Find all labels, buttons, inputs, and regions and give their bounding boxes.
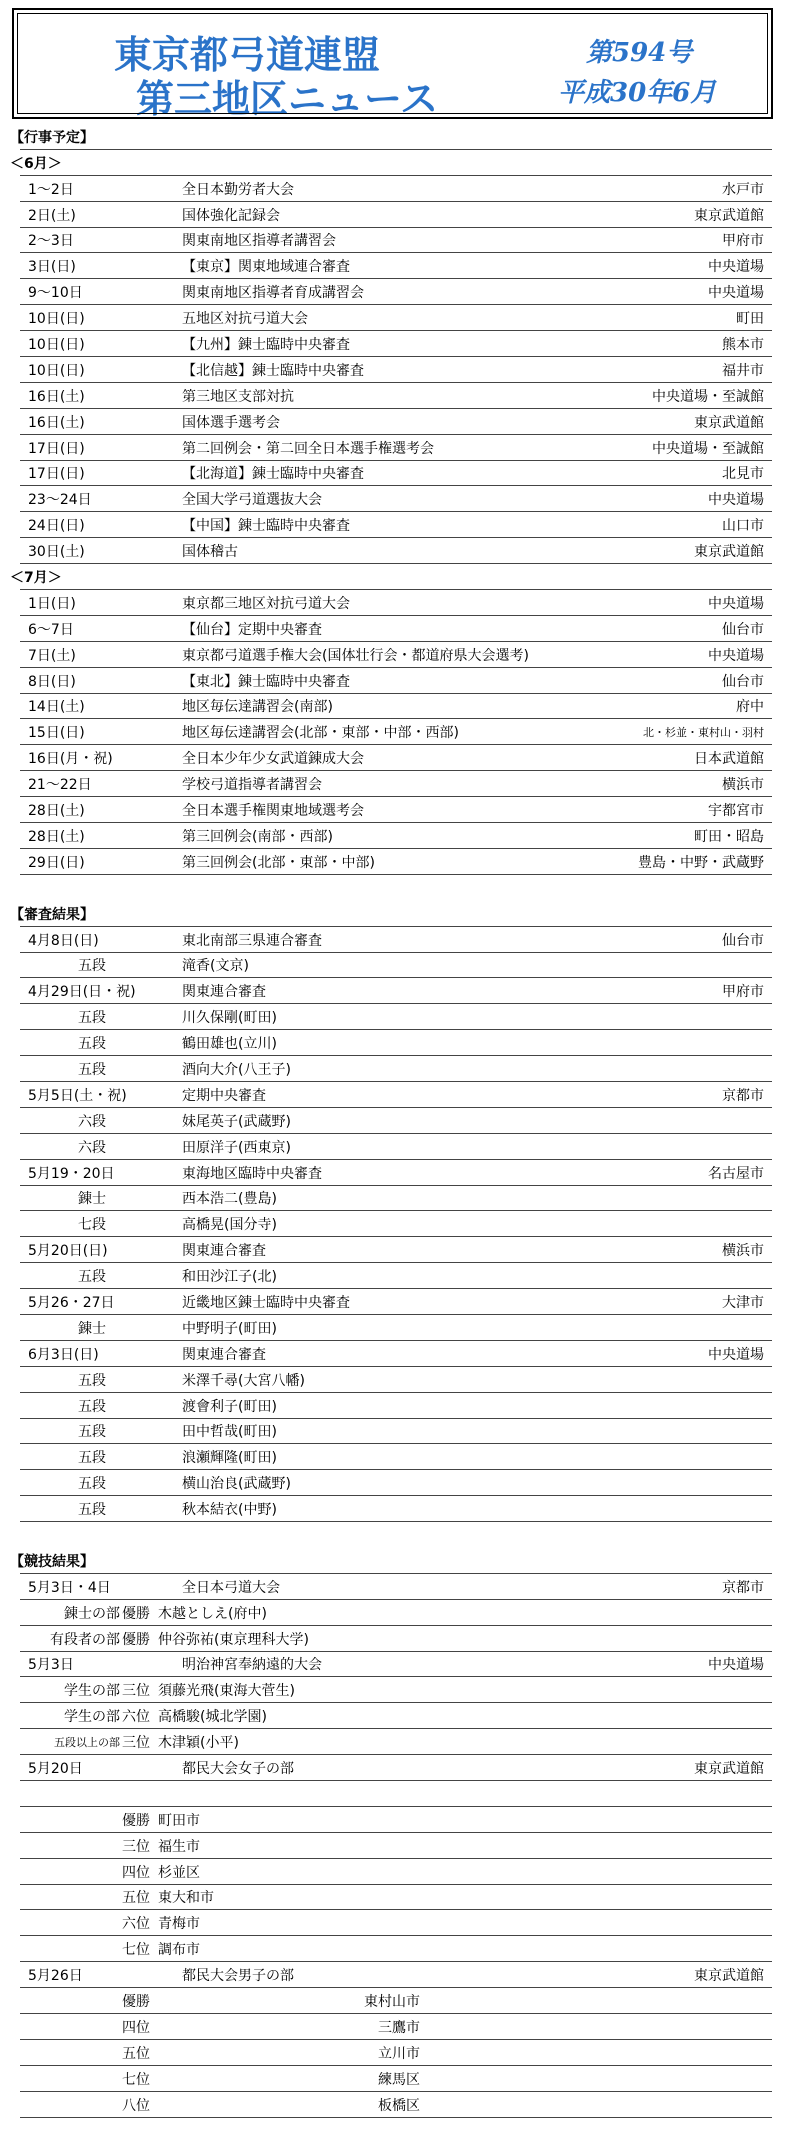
exam-result-row [20, 1470, 772, 1496]
event-row [20, 1755, 772, 1781]
event-venue: 甲府市 [722, 984, 764, 1001]
competition-result-row [20, 1677, 772, 1703]
event-row [20, 927, 772, 953]
team-name: 三鷹市 [378, 2019, 420, 2036]
event-date: 4月29日(日・祝) [28, 984, 136, 1001]
team-name: 杉並区 [158, 1864, 200, 1881]
schedule-and-results [10, 124, 772, 2143]
event-name: 地区毎伝達講習会(北部・東部・中部・西部) [182, 725, 459, 742]
event-venue: 府中 [736, 699, 764, 716]
event-venue: 仙台市 [722, 932, 764, 949]
rank-label: 五段 [78, 958, 106, 975]
event-venue: 名古屋市 [708, 1165, 764, 1182]
event-venue: 仙台市 [722, 621, 764, 638]
event-venue: 中央道場 [708, 285, 764, 302]
event-date: 17日(日) [28, 466, 85, 483]
team-name: 調布市 [158, 1942, 200, 1959]
event-row [20, 176, 772, 202]
event-date: 2日(土) [28, 207, 76, 224]
event-venue: 福井市 [722, 362, 764, 379]
event-name: 近畿地区錬士臨時中央審査 [182, 1294, 350, 1311]
rank-label: 錬士 [78, 1320, 106, 1337]
event-venue: 中央道場 [708, 1657, 764, 1674]
placement-label: 優勝 [122, 1605, 150, 1622]
placement-label: 六位 [122, 1916, 150, 1933]
event-name: 【北海道】錬士臨時中央審査 [182, 466, 364, 483]
team-result-row [20, 1859, 772, 1885]
event-row [20, 1289, 772, 1315]
team-result-row [20, 2066, 772, 2092]
event-row [20, 461, 772, 487]
event-date: 5月20日(日) [28, 1243, 108, 1260]
division-label: 有段者の部 [50, 1631, 120, 1648]
event-date: 5月20日 [28, 1761, 83, 1777]
event-name: 【東北】錬士臨時中央審査 [182, 673, 350, 690]
examinee-name: 浪瀬輝隆(町田) [182, 1450, 277, 1467]
rank-label: 七段 [78, 1217, 106, 1234]
event-row [20, 642, 772, 668]
competition-result-row [20, 1600, 772, 1626]
event-name: 【北信越】錬士臨時中央審査 [182, 362, 364, 379]
exam-result-row [20, 1419, 772, 1445]
competition-result-row [20, 1729, 772, 1755]
event-venue: 中央道場 [708, 492, 764, 509]
event-name: 国体強化記録会 [182, 207, 280, 224]
exam-result-row [20, 1444, 772, 1470]
event-venue: 豊島・中野・武蔵野 [638, 854, 764, 871]
winner-name: 木越としえ(府中) [158, 1605, 267, 1622]
rank-label: 六段 [78, 1139, 106, 1156]
event-venue: 中央道場 [708, 259, 764, 276]
event-row [20, 849, 772, 875]
event-date: 1日(日) [28, 595, 76, 612]
exam-result-row [20, 1056, 772, 1082]
rank-label: 五段 [78, 1476, 106, 1493]
event-date: 24日(日) [28, 518, 85, 535]
issue-date: 平成30年6月 [558, 78, 717, 108]
rank-label: 錬士 [78, 1191, 106, 1208]
event-row [20, 228, 772, 254]
team-name: 東村山市 [364, 1994, 420, 2011]
event-row [20, 383, 772, 409]
event-venue: 熊本市 [722, 337, 764, 354]
event-row [20, 331, 772, 357]
team-result-row [20, 1910, 772, 1936]
team-name: 東大和市 [158, 1890, 214, 1907]
event-venue: 東京武道館 [694, 414, 764, 431]
event-row [20, 435, 772, 461]
placement-label: 八位 [122, 2097, 150, 2114]
event-name: 関東南地区指導者育成講習会 [182, 285, 364, 302]
event-date: 6～7日 [28, 621, 74, 638]
event-row [20, 1160, 772, 1186]
event-row [20, 694, 772, 720]
event-name: 【中国】錬士臨時中央審査 [182, 518, 350, 535]
event-date: 3日(日) [28, 259, 76, 276]
team-result-row [20, 2014, 772, 2040]
event-date: 17日(日) [28, 440, 85, 457]
event-row [20, 357, 772, 383]
division-label: 学生の部 [64, 1709, 120, 1726]
event-date: 1～2日 [28, 181, 74, 198]
examinee-name: 中野明子(町田) [182, 1320, 277, 1337]
placement-label: 優勝 [122, 1812, 150, 1829]
event-name: 第二回例会・第二回全日本選手権選考会 [182, 440, 434, 457]
event-row [20, 719, 772, 745]
team-result-row [20, 2092, 772, 2118]
event-name: 定期中央審査 [182, 1087, 266, 1104]
placement-label: 四位 [122, 1864, 150, 1881]
event-venue: 中央道場・至誠館 [652, 440, 764, 457]
competition-result-row [20, 1703, 772, 1729]
event-name: 五地区対抗弓道大会 [182, 311, 308, 328]
event-name: 関東南地区指導者講習会 [182, 233, 336, 250]
team-result-row [20, 1833, 772, 1859]
event-row [20, 512, 772, 538]
blank-row [20, 1781, 772, 1807]
event-name: 国体稽古 [182, 544, 238, 561]
event-venue: 東京武道館 [694, 1761, 764, 1777]
event-row [20, 616, 772, 642]
division-label: 錬士の部 [64, 1605, 120, 1622]
competition-result-row [20, 1626, 772, 1652]
event-venue: 山口市 [722, 518, 764, 535]
event-name: 都民大会女子の部 [182, 1761, 294, 1777]
event-venue: 京都市 [722, 1579, 764, 1596]
event-venue: 仙台市 [722, 673, 764, 690]
event-venue: 北・杉並・東村山・羽村 [643, 726, 764, 740]
rank-label: 五段 [78, 1010, 106, 1027]
exam-result-row [20, 1315, 772, 1341]
exam-result-row [20, 1393, 772, 1419]
event-row [20, 279, 772, 305]
event-row [20, 668, 772, 694]
event-row [20, 1082, 772, 1108]
event-name: 第三地区支部対抗 [182, 388, 294, 405]
event-name: 関東連合審査 [182, 1243, 266, 1260]
team-result-row [20, 1988, 772, 2014]
event-row [20, 1341, 772, 1367]
winner-name: 木津穎(小平) [158, 1735, 239, 1752]
event-date: 21～22日 [28, 777, 92, 794]
section-heading [10, 1548, 772, 1574]
section-heading [10, 150, 772, 176]
event-date: 23～24日 [28, 492, 92, 509]
event-name: 東海地区臨時中央審査 [182, 1165, 322, 1182]
section-heading [10, 901, 772, 927]
placement-label: 三位 [122, 1683, 150, 1700]
exam-result-row [20, 1367, 772, 1393]
section-spacer [20, 875, 772, 901]
event-venue: 横浜市 [722, 1243, 764, 1260]
event-name: 東京都三地区対抗弓道大会 [182, 595, 350, 612]
event-venue: 宇都宮市 [708, 803, 764, 820]
section-heading-label: ＜7月＞ [10, 570, 62, 587]
org-title: 東京都弓道連盟 [114, 33, 381, 77]
event-venue: 北見市 [722, 466, 764, 483]
event-venue: 京都市 [722, 1087, 764, 1104]
event-date: 29日(日) [28, 854, 85, 871]
event-date: 5月26・27日 [28, 1294, 115, 1311]
event-date: 28日(土) [28, 803, 85, 820]
team-result-row [20, 2040, 772, 2066]
event-row [20, 745, 772, 771]
exam-result-row [20, 1496, 772, 1522]
section-spacer [20, 1522, 772, 1548]
event-name: 【仙台】定期中央審査 [182, 621, 322, 638]
examinee-name: 滝香(文京) [182, 958, 249, 975]
team-result-row [20, 1936, 772, 1962]
section-heading [10, 124, 772, 150]
event-venue: 日本武道館 [694, 751, 764, 768]
rank-label: 五段 [78, 1061, 106, 1078]
event-name: 【九州】錬士臨時中央審査 [182, 337, 350, 354]
event-row [20, 1652, 772, 1678]
team-name: 町田市 [158, 1812, 200, 1829]
event-venue: 水戸市 [722, 181, 764, 198]
team-result-row [20, 1885, 772, 1911]
team-name: 板橋区 [378, 2097, 420, 2114]
event-venue: 中央道場 [708, 595, 764, 612]
newsletter-title: 第三地区ニュース [136, 77, 439, 121]
section-heading-label: 【審査結果】 [10, 906, 94, 923]
event-date: 10日(日) [28, 362, 85, 379]
examinee-name: 田中哲哉(町田) [182, 1424, 277, 1441]
event-venue: 横浜市 [722, 777, 764, 794]
exam-result-row [20, 1263, 772, 1289]
examinee-name: 川久保剛(町田) [182, 1010, 277, 1027]
event-date: 15日(日) [28, 725, 85, 742]
placement-label: 優勝 [122, 1994, 150, 2011]
event-venue: 中央道場 [708, 647, 764, 664]
placement-label: 六位 [122, 1709, 150, 1726]
event-row [20, 1574, 772, 1600]
event-date: 7日(土) [28, 647, 76, 664]
placement-label: 三位 [122, 1735, 150, 1752]
event-name: 第三回例会(南部・西部) [182, 828, 333, 845]
winner-name: 高橋駿(城北学園) [158, 1709, 267, 1726]
winner-name: 須藤光飛(東海大菅生) [158, 1683, 295, 1700]
exam-result-row [20, 1030, 772, 1056]
event-name: 明治神宮奉納遠的大会 [182, 1657, 322, 1674]
section-heading-label: 【行事予定】 [10, 129, 94, 146]
event-row [20, 590, 772, 616]
rank-label: 五段 [78, 1502, 106, 1519]
examinee-name: 高橋晃(国分寺) [182, 1217, 277, 1234]
team-name: 青梅市 [158, 1916, 200, 1933]
examinee-name: 和田沙江子(北) [182, 1269, 277, 1286]
event-name: 学校弓道指導者講習会 [182, 777, 322, 794]
event-name: 国体選手選考会 [182, 414, 280, 431]
event-row [20, 538, 772, 564]
event-name: 地区毎伝達講習会(南部) [182, 699, 333, 716]
placement-label: 三位 [122, 1838, 150, 1855]
event-venue: 甲府市 [722, 233, 764, 250]
event-row [20, 409, 772, 435]
team-name: 福生市 [158, 1838, 200, 1855]
examinee-name: 横山治良(武蔵野) [182, 1476, 291, 1493]
event-row [20, 1237, 772, 1263]
event-date: 16日(土) [28, 388, 85, 405]
event-date: 10日(日) [28, 337, 85, 354]
end-spacer [20, 2118, 772, 2143]
event-venue: 町田 [736, 311, 764, 328]
rank-label: 五段 [78, 1269, 106, 1286]
event-row [20, 1962, 772, 1988]
event-date: 14日(土) [28, 699, 85, 716]
team-name: 練馬区 [378, 2071, 420, 2088]
event-name: 東京都弓道選手権大会(国体壮行会・都道府県大会選考) [182, 647, 529, 664]
event-date: 30日(土) [28, 544, 85, 561]
event-date: 6月3日(日) [28, 1346, 99, 1363]
exam-result-row [20, 1134, 772, 1160]
event-row [20, 823, 772, 849]
examinee-name: 酒向大介(八王子) [182, 1061, 291, 1078]
winner-name: 仲谷弥祐(東京理科大学) [158, 1631, 309, 1648]
event-venue: 町田・昭島 [694, 828, 764, 845]
event-row [20, 253, 772, 279]
event-name: 都民大会男子の部 [182, 1968, 294, 1985]
event-name: 全日本弓道大会 [182, 1579, 280, 1596]
event-date: 5月3日 [28, 1657, 74, 1674]
event-name: 全日本選手権関東地域選考会 [182, 803, 364, 820]
team-name: 立川市 [378, 2045, 420, 2062]
examinee-name: 渡會利子(町田) [182, 1398, 277, 1415]
newsletter-header [12, 8, 773, 119]
section-heading [10, 564, 772, 590]
exam-result-row [20, 953, 772, 979]
event-date: 5月26日 [28, 1968, 83, 1985]
event-row [20, 978, 772, 1004]
examinee-name: 妹尾英子(武蔵野) [182, 1113, 291, 1130]
event-date: 10日(日) [28, 311, 85, 328]
event-row [20, 202, 772, 228]
event-name: 第三回例会(北部・東部・中部) [182, 854, 375, 871]
event-row [20, 797, 772, 823]
event-name: 関東連合審査 [182, 1346, 266, 1363]
event-date: 4月8日(日) [28, 932, 99, 949]
event-row [20, 486, 772, 512]
event-name: 全日本勤労者大会 [182, 181, 294, 198]
examinee-name: 西本浩二(豊島) [182, 1191, 277, 1208]
section-heading-label: 【競技結果】 [10, 1553, 94, 1570]
event-date: 28日(土) [28, 828, 85, 845]
rank-label: 五段 [78, 1398, 106, 1415]
event-venue: 東京武道館 [694, 207, 764, 224]
placement-label: 優勝 [122, 1631, 150, 1648]
event-date: 16日(土) [28, 414, 85, 431]
examinee-name: 秋本結衣(中野) [182, 1502, 277, 1519]
event-venue: 大津市 [722, 1294, 764, 1311]
exam-result-row [20, 1004, 772, 1030]
event-venue: 東京武道館 [694, 1968, 764, 1985]
exam-result-row [20, 1211, 772, 1237]
event-date: 5月3日・4日 [28, 1579, 111, 1596]
placement-label: 五位 [122, 1890, 150, 1907]
event-name: 東北南部三県連合審査 [182, 932, 322, 949]
rank-label: 六段 [78, 1113, 106, 1130]
rank-label: 五段 [78, 1372, 106, 1389]
issue-number: 第594号 [586, 38, 693, 68]
examinee-name: 鶴田雄也(立川) [182, 1036, 277, 1053]
event-date: 5月5日(土・祝) [28, 1087, 127, 1104]
event-venue: 中央道場・至誠館 [652, 388, 764, 405]
event-date: 9～10日 [28, 285, 83, 302]
rank-label: 五段 [78, 1424, 106, 1441]
rank-label: 五段 [78, 1036, 106, 1053]
event-venue: 中央道場 [708, 1346, 764, 1363]
event-venue: 東京武道館 [694, 544, 764, 561]
division-label: 五段以上の部 [54, 1736, 120, 1750]
team-result-row [20, 1807, 772, 1833]
event-row [20, 771, 772, 797]
placement-label: 七位 [122, 2071, 150, 2088]
event-row [20, 305, 772, 331]
exam-result-row [20, 1108, 772, 1134]
placement-label: 七位 [122, 1942, 150, 1959]
event-date: 2～3日 [28, 233, 74, 250]
placement-label: 四位 [122, 2019, 150, 2036]
event-name: 全日本少年少女武道錬成大会 [182, 751, 364, 768]
event-name: 全国大学弓道選抜大会 [182, 492, 322, 509]
event-date: 8日(日) [28, 673, 76, 690]
placement-label: 五位 [122, 2045, 150, 2062]
examinee-name: 米澤千尋(大宮八幡) [182, 1372, 305, 1389]
event-date: 16日(月・祝) [28, 751, 113, 768]
examinee-name: 田原洋子(西東京) [182, 1139, 291, 1156]
event-name: 【東京】関東地域連合審査 [182, 259, 350, 276]
event-name: 関東連合審査 [182, 984, 266, 1001]
exam-result-row [20, 1186, 772, 1212]
event-date: 5月19・20日 [28, 1165, 115, 1182]
section-heading-label: ＜6月＞ [10, 155, 62, 172]
division-label: 学生の部 [64, 1683, 120, 1700]
rank-label: 五段 [78, 1450, 106, 1467]
